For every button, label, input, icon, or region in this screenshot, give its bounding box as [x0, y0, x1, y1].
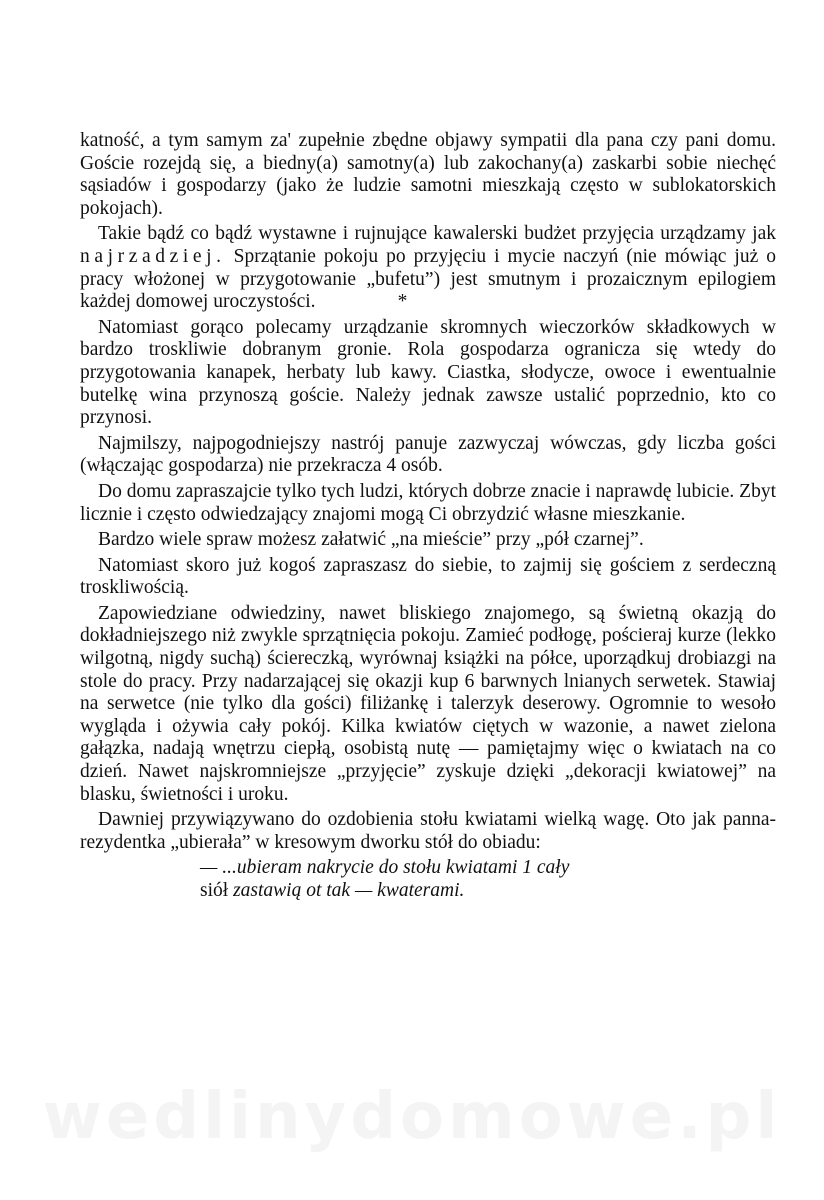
paragraph-4: Najmilszy, najpogodniejszy nastrój panuje zazwyczaj wówczas, gdy liczba gości (włączając gospodarza) nie przekracza 4 osób.: [80, 432, 776, 477]
verse-line-1-text: — ...ubieram nakrycie do stołu kwiatami 1 cały: [200, 857, 570, 879]
verse-quote: [200, 857, 776, 902]
paragraph-3: Natomiast gorąco polecamy urządzanie skromnych wieczorków składkowych w bardzo troskliwie dobranym gronie. Rola gospodarza ogranicza się wtedy do przygotowania kanapek, herbaty lub kawy. Ciastka, słodycze, owoce i ewentualnie butelkę wina przynoszą goście. Należy jednak zawsze ustalić poprzednio, kto co przynosi.: [80, 316, 776, 429]
watermark-text: wedlinydomowe.pl: [42, 1080, 782, 1154]
section-break-asterisk: *: [397, 291, 408, 313]
paragraph-7: Natomiast skoro już kogoś zapraszasz do siebie, to zajmij się gościem z serdeczną troskliwością.: [80, 554, 776, 599]
paragraph-2-text-a: Takie bądź co bądź wystawne i rujnujące kawalerski budżet przyjęcia urządzamy jak: [98, 223, 776, 245]
paragraph-1: katność, a tym samym za' zupełnie zbędne objawy sympatii dla pana czy pani domu. Goście rozejdą się, a biedny(a) samotny(a) lub zakochany(a) zaskarbi sobie niechęć sąsiadów i gospodarzy (jako że ludzie samotni mieszkają często w sublokatorskich pokojach).: [80, 130, 776, 219]
paragraph-5: Do domu zapraszajcie tylko tych ludzi, których dobrze znacie i naprawdę lubicie. Zbyt licznie i często odwiedzający znajomi mogą Ci obrzydzić własne mieszkanie.: [80, 480, 776, 525]
paragraph-2-spaced-word: najrzadziej.: [80, 245, 226, 267]
verse-line-2-prefix: siół: [200, 880, 234, 901]
paragraph-9: Dawniej przywiązywano do ozdobienia stołu kwiatami wielką wagę. Oto jak panna-rezydentka „ubierała” w kresowym dworku stół do obiadu:: [80, 809, 776, 853]
paragraph-8: Zapowiedziane odwiedziny, nawet bliskiego znajomego, są świetną okazją do dokładniejszego niż zwykle sprzątnięcia pokoju. Zamieć podłogę, pościeraj kurze (lekko wilgotną, nigdy suchą) ściereczką, wyrównaj książki na półce, uporządkuj drobiazgi na stole do pracy. Przy nadarzającej się okazji kup 6 barwnych lnianych serwetek. Stawiaj na serwetce (nie tylko dla gości) filiżankę i talerzyk deserowy. Ogromnie to wesoło wygląda i ożywia cały pokój. Kilka kwiatów ciętych w wazonie, a nawet zielona gałązka, nadają wnętrzu ciepłą, osobistą nutę — pamiętajmy więc o kwiatach na co dzień. Nawet najskromniejsze „przyjęcie” zyskuje dzięki „dekoracji kwiatowej” na blasku, świetności i uroku.: [80, 602, 776, 805]
verse-line-1: [200, 857, 776, 880]
paragraph-6: Bardzo wiele spraw możesz załatwić „na mieście” przy „pół czarnej”.: [98, 529, 644, 551]
verse-line-2-italic: zastawią ot tak — kwaterami.: [233, 880, 465, 901]
paragraph-2-text-b: Sprzątanie pokoju po przyjęciu i mycie naczyń (nie mówiąc już o pracy włożonej w przygotowanie „bufetu”) jest smutnym i prozaicznym epilogiem każdej domowej uroczystości.: [80, 245, 776, 313]
verse-line-2: [200, 880, 776, 903]
document-page: [80, 130, 776, 903]
paragraph-2: [80, 223, 776, 313]
